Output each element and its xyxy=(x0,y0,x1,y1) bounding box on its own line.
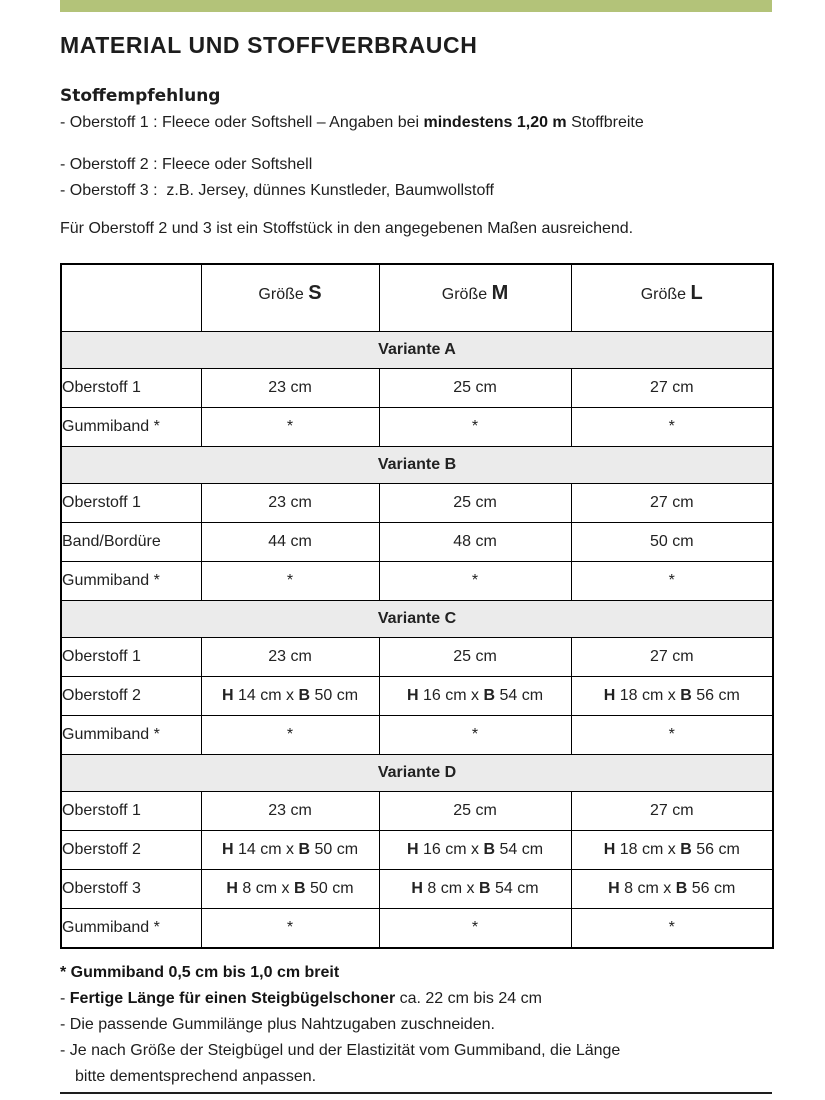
measure-cell: * xyxy=(201,716,379,755)
row-label: Gummiband * xyxy=(61,408,201,447)
measure-cell: 23 cm xyxy=(201,792,379,831)
variant-header-row xyxy=(61,332,773,369)
footer-notes xyxy=(60,960,780,1090)
measure-cell: H 8 cm x B 50 cm xyxy=(201,870,379,909)
size-letter: L xyxy=(690,281,703,304)
measure-cell: * xyxy=(379,909,571,949)
row-label: Oberstoff 1 xyxy=(61,369,201,408)
measure-cell: 27 cm xyxy=(571,792,773,831)
measure-cell: 23 cm xyxy=(201,369,379,408)
table-row xyxy=(61,408,773,447)
row-label: Oberstoff 1 xyxy=(61,792,201,831)
measure-cell: H 16 cm x B 54 cm xyxy=(379,677,571,716)
measure-cell: H 16 cm x B 54 cm xyxy=(379,831,571,870)
measure-cell: 48 cm xyxy=(379,523,571,562)
variant-header-row xyxy=(61,447,773,484)
row-label: Gummiband * xyxy=(61,716,201,755)
page-title: MATERIAL UND STOFFVERBRAUCH xyxy=(60,32,478,58)
measure-cell: 23 cm xyxy=(201,484,379,523)
bottom-divider xyxy=(60,1092,772,1094)
intro-line: - Oberstoff 2 : Fleece oder Softshell xyxy=(60,156,313,173)
measure-cell: 23 cm xyxy=(201,638,379,677)
table-corner-cell xyxy=(61,264,201,332)
measure-cell: H 8 cm x B 54 cm xyxy=(379,870,571,909)
row-label: Oberstoff 3 xyxy=(61,870,201,909)
variant-label: Variante A xyxy=(61,332,773,369)
measure-cell: * xyxy=(571,716,773,755)
table-row xyxy=(61,792,773,831)
footer-note-line: bitte dementsprechend anpassen. xyxy=(75,1068,317,1085)
size-letter: M xyxy=(491,281,509,304)
measure-cell: 50 cm xyxy=(571,523,773,562)
footer-note-line: - Die passende Gummilänge plus Nahtzugaben zuschneiden. xyxy=(60,1016,495,1033)
measure-cell: * xyxy=(571,408,773,447)
size-letter: S xyxy=(308,281,322,304)
intro-line: - Oberstoff 1 : Fleece oder Softshell – Angaben bei mindestens 1,20 m Stoffbreite xyxy=(60,114,644,131)
measure-cell: 25 cm xyxy=(379,369,571,408)
variant-header-row xyxy=(61,601,773,638)
table-row xyxy=(61,638,773,677)
measure-cell: * xyxy=(201,562,379,601)
table-row xyxy=(61,677,773,716)
intro-line: - Oberstoff 3 : z.B. Jersey, dünnes Kunstleder, Baumwollstoff xyxy=(60,182,494,199)
table-row xyxy=(61,562,773,601)
measure-cell: H 8 cm x B 56 cm xyxy=(571,870,773,909)
measure-cell: 27 cm xyxy=(571,484,773,523)
footer-note-line: - Fertige Länge für einen Steigbügelschoner ca. 22 cm bis 24 cm xyxy=(60,990,542,1007)
row-label: Oberstoff 1 xyxy=(61,484,201,523)
row-label: Band/Bordüre xyxy=(61,523,201,562)
top-accent-bar xyxy=(60,0,772,12)
footer-note-line: * Gummiband 0,5 cm bis 1,0 cm breit xyxy=(60,964,340,981)
variant-label: Variante B xyxy=(61,447,773,484)
intro-note: Für Oberstoff 2 und 3 ist ein Stoffstück in den angegebenen Maßen ausreichend. xyxy=(60,220,634,237)
row-label: Oberstoff 2 xyxy=(61,677,201,716)
measure-cell: 44 cm xyxy=(201,523,379,562)
measure-cell: * xyxy=(379,562,571,601)
footer-note-line: - Je nach Größe der Steigbügel und der Elastizität vom Gummiband, die Länge xyxy=(60,1042,621,1059)
measure-cell: 27 cm xyxy=(571,369,773,408)
table-row xyxy=(61,523,773,562)
table-row xyxy=(61,369,773,408)
table-row xyxy=(61,831,773,870)
size-column-header: Größe M xyxy=(379,264,571,332)
variant-header-row xyxy=(61,755,773,792)
measure-cell: H 14 cm x B 50 cm xyxy=(201,831,379,870)
measure-cell: H 18 cm x B 56 cm xyxy=(571,677,773,716)
measure-cell: H 18 cm x B 56 cm xyxy=(571,831,773,870)
row-label: Oberstoff 1 xyxy=(61,638,201,677)
table-row xyxy=(61,909,773,949)
row-label: Oberstoff 2 xyxy=(61,831,201,870)
measure-cell: * xyxy=(379,716,571,755)
size-header-row xyxy=(61,264,773,332)
measure-cell: 25 cm xyxy=(379,484,571,523)
measure-cell: * xyxy=(571,562,773,601)
variant-label: Variante D xyxy=(61,755,773,792)
table-row xyxy=(61,870,773,909)
measure-cell: * xyxy=(201,909,379,949)
size-column-header: Größe S xyxy=(201,264,379,332)
section-subtitle: Stoffempfehlung xyxy=(60,86,221,106)
measure-cell: 25 cm xyxy=(379,638,571,677)
size-column-header: Größe L xyxy=(571,264,773,332)
measure-cell: * xyxy=(201,408,379,447)
measure-cell: 27 cm xyxy=(571,638,773,677)
row-label: Gummiband * xyxy=(61,562,201,601)
variant-label: Variante C xyxy=(61,601,773,638)
measure-cell: 25 cm xyxy=(379,792,571,831)
material-usage-table xyxy=(60,263,774,949)
measure-cell: * xyxy=(571,909,773,949)
row-label: Gummiband * xyxy=(61,909,201,949)
table-row xyxy=(61,484,773,523)
fabric-recommendation-section xyxy=(60,110,780,242)
measure-cell: * xyxy=(379,408,571,447)
measure-cell: H 14 cm x B 50 cm xyxy=(201,677,379,716)
table-row xyxy=(61,716,773,755)
